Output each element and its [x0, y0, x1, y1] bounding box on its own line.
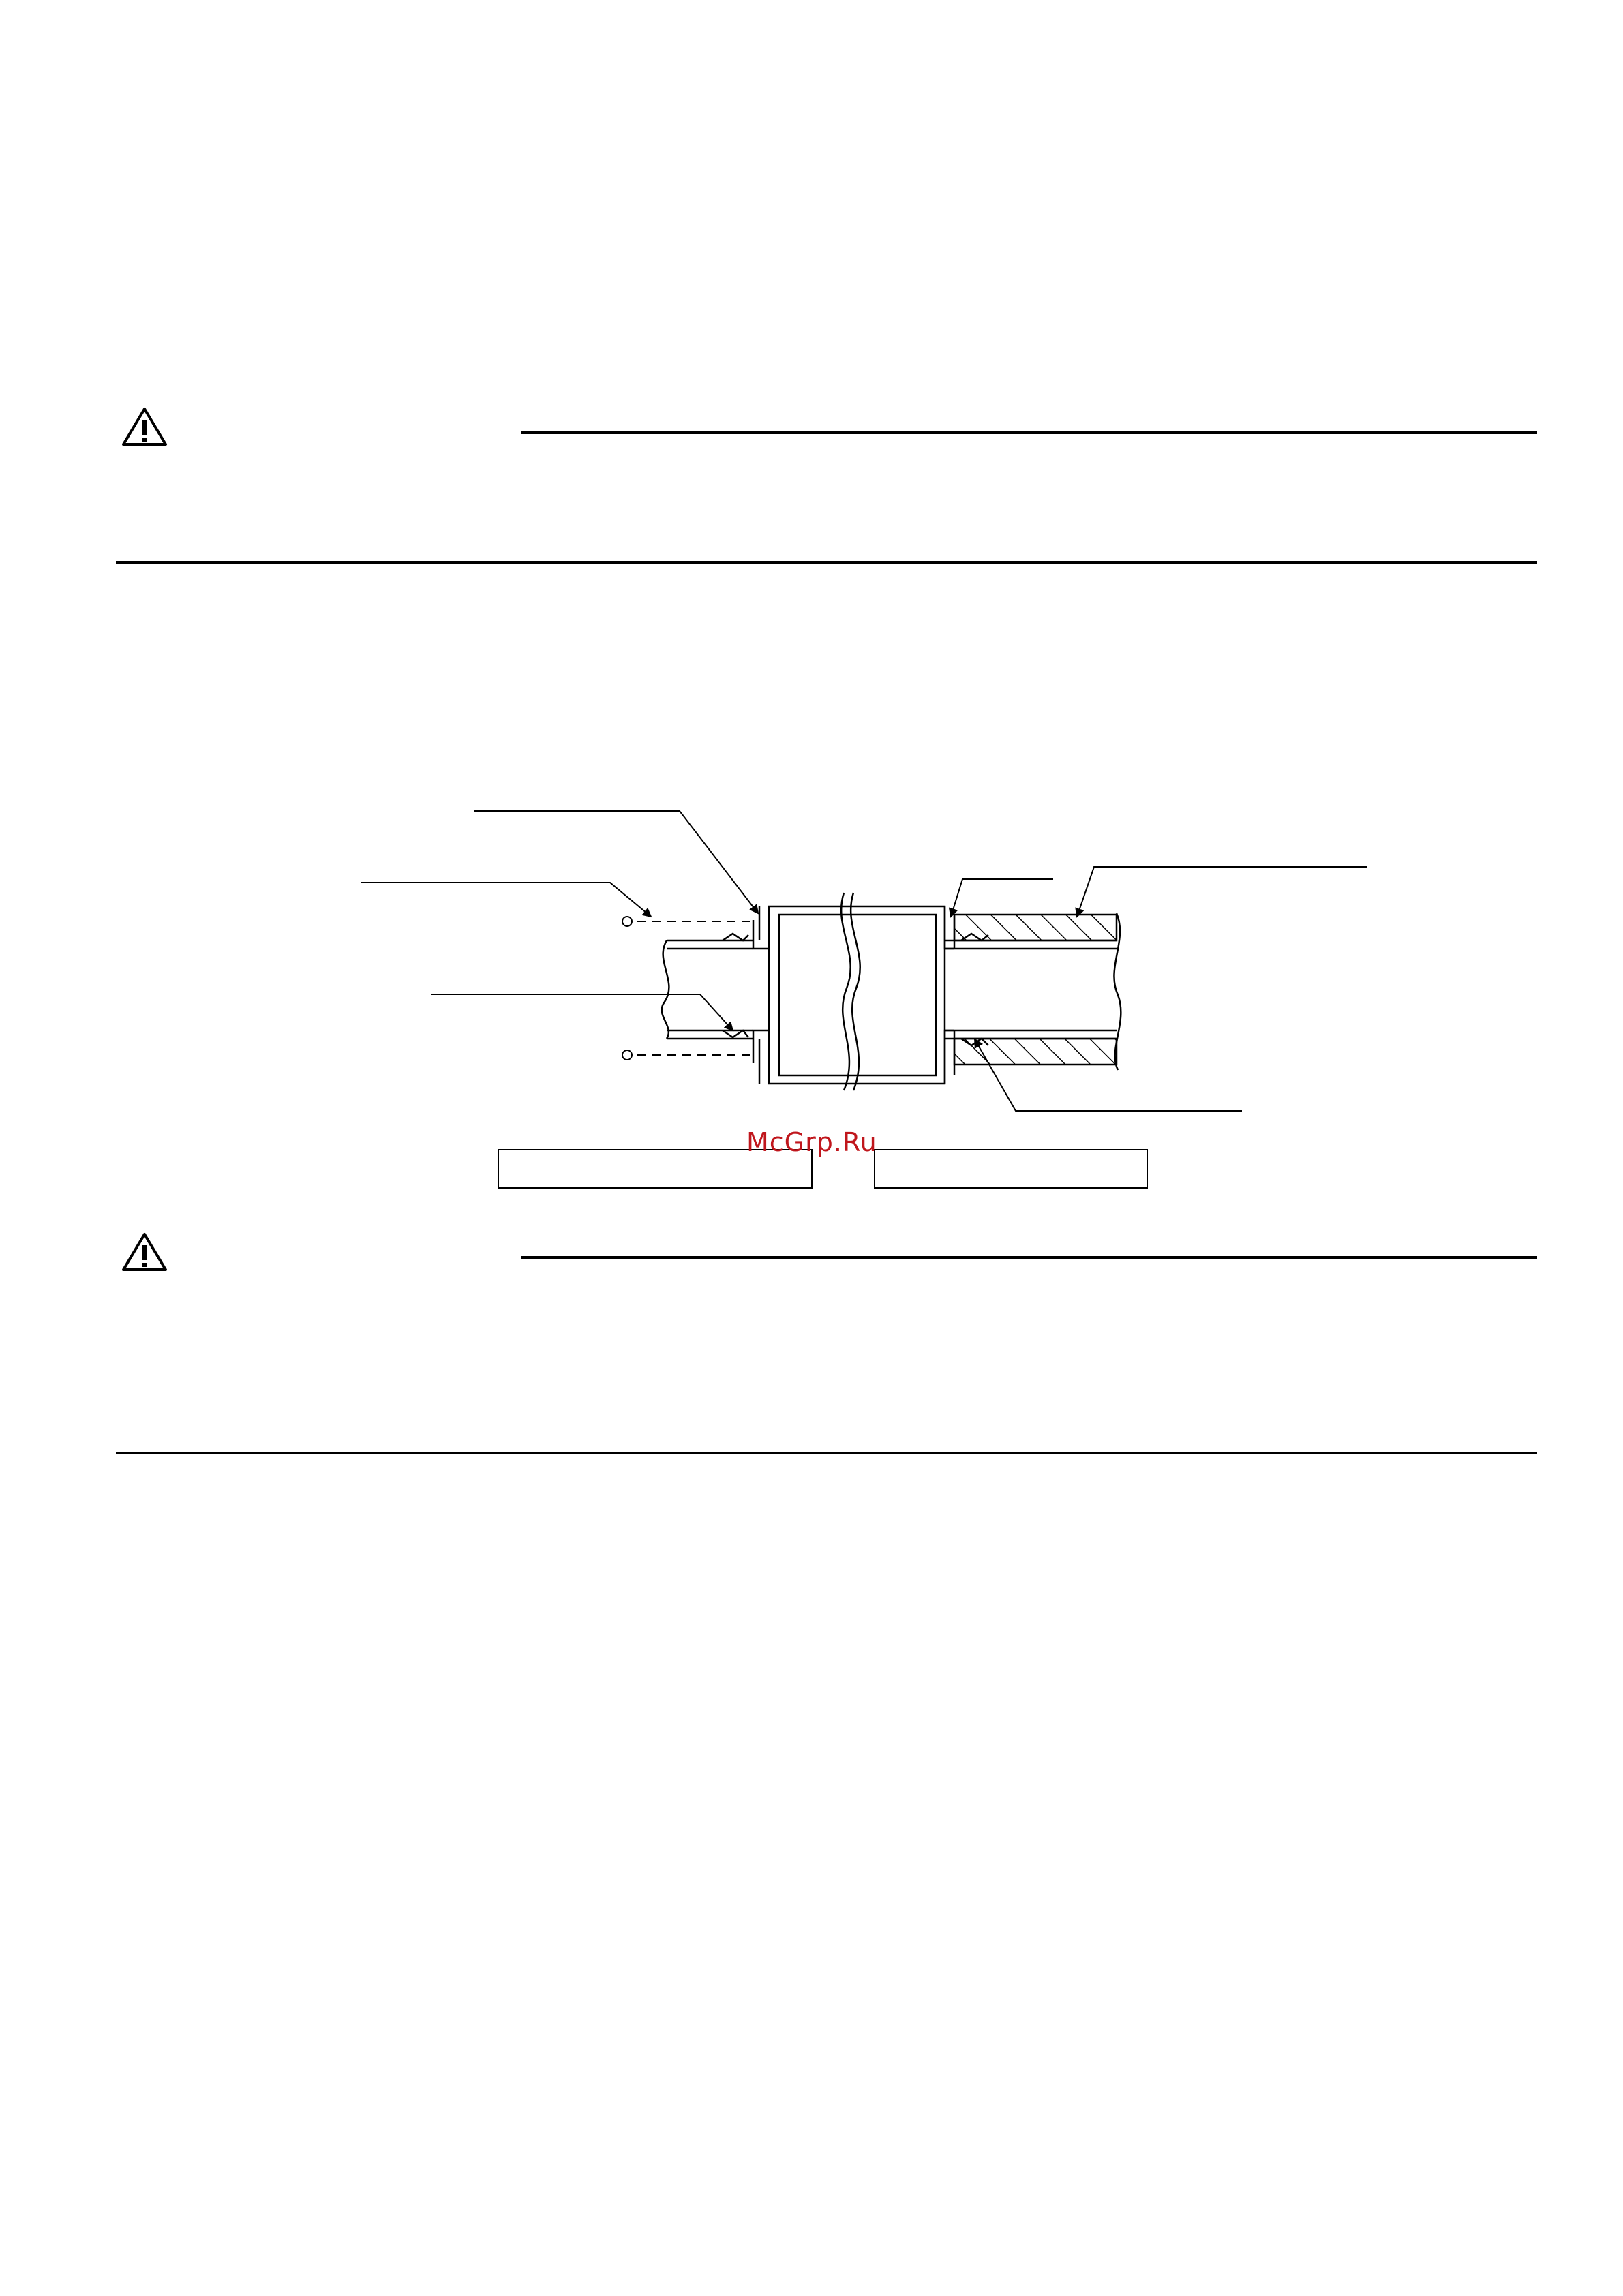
caption-box-right — [874, 1149, 1148, 1189]
left-seal-upper — [723, 934, 748, 940]
watermark-text: McGrp.Ru — [746, 1127, 877, 1157]
warning-end-rule-2 — [116, 1452, 1537, 1454]
right-flange-upper — [945, 906, 954, 949]
break-line-2 — [851, 893, 860, 1090]
leader-line-1 — [474, 811, 758, 913]
insulation-upper — [954, 915, 1117, 940]
leader-line-2 — [361, 883, 651, 917]
insulation-lower — [954, 1039, 1117, 1065]
break-line — [841, 893, 851, 1090]
bolt-head-lower — [622, 1050, 632, 1060]
left-flange-lower — [753, 1030, 769, 1084]
leader-line-3 — [431, 994, 733, 1030]
leader-line-5 — [1077, 867, 1367, 917]
leader-line-4 — [951, 879, 1053, 917]
warning-heading-rule-2 — [521, 1256, 1537, 1259]
warning-triangle-icon — [121, 1232, 168, 1272]
coupling-body-outer — [769, 906, 945, 1084]
left-flange-upper — [753, 906, 769, 949]
bolt-head-upper — [622, 917, 632, 926]
left-seal-lower — [723, 1030, 748, 1037]
